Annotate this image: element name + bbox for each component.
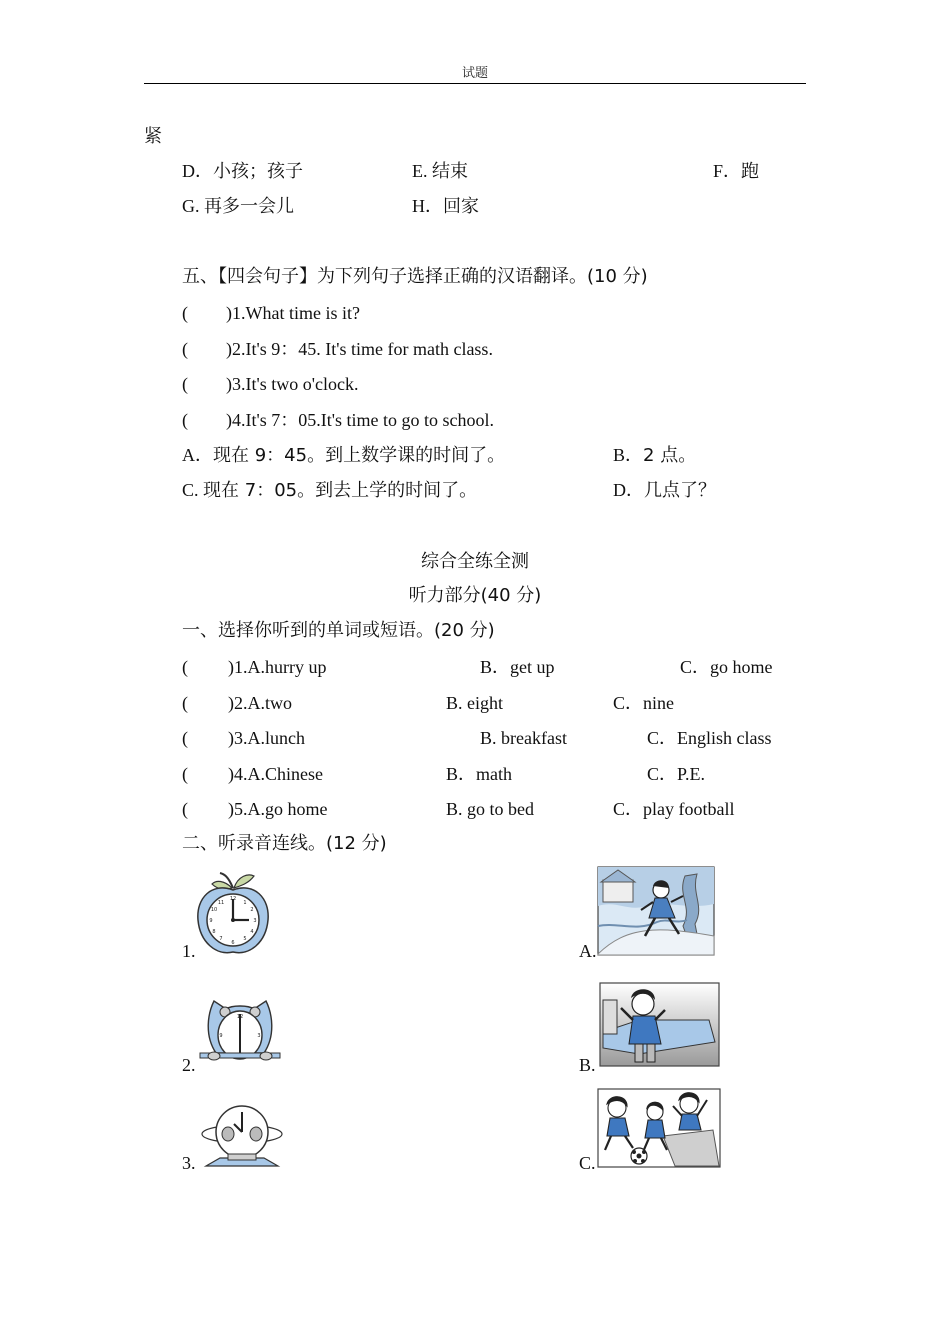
play-football-illustration: [597, 1088, 721, 1168]
svg-text:3: 3: [253, 918, 257, 924]
header-rule: [144, 83, 806, 84]
match-label-b: B.: [579, 1055, 596, 1075]
section5-option-a: A．现在 9：45。到上数学课的时间了。: [182, 445, 506, 466]
svg-text:3: 3: [257, 1033, 261, 1039]
svg-text:5: 5: [243, 936, 247, 942]
vocab-option-e: E. 结束: [412, 161, 468, 182]
svg-text:11: 11: [217, 900, 225, 906]
section5-option-b: B．2 点。: [613, 445, 697, 466]
svg-text:12: 12: [229, 896, 237, 902]
page-header: 试题: [461, 66, 488, 81]
round-clock-icon: [198, 1102, 286, 1168]
match-label-1: 1.: [182, 941, 196, 961]
test-title: 综合全练全测: [421, 551, 529, 572]
match-label-2: 2.: [182, 1055, 196, 1075]
vocab-option-f: F．跑: [713, 161, 760, 182]
apple-clock-icon: [194, 870, 272, 958]
svg-text:10: 10: [210, 907, 218, 913]
part2-title: 二、听录音连线。(12 分): [182, 833, 387, 854]
svg-text:8: 8: [212, 929, 216, 935]
svg-text:2: 2: [250, 907, 254, 913]
svg-text:4: 4: [250, 929, 254, 935]
section5-option-d: D．几点了？: [613, 480, 716, 501]
section5-title: 五、【四会句子】为下列句子选择正确的汉语翻译。(10 分): [182, 266, 648, 287]
match-label-3: 3.: [182, 1153, 196, 1173]
match-label-a: A.: [579, 941, 597, 961]
test-subtitle: 听力部分(40 分): [408, 585, 542, 606]
svg-text:1: 1: [243, 900, 247, 906]
get-up-illustration: [599, 982, 720, 1067]
vocab-option-g: G. 再多一会儿: [182, 196, 294, 217]
carryover-text: 紧: [144, 126, 162, 147]
svg-text:12: 12: [236, 1014, 244, 1020]
svg-text:9: 9: [209, 918, 213, 924]
section5-item-3: ( )3.It's two o'clock.: [182, 374, 359, 394]
vocab-option-d: D．小孩；孩子: [182, 161, 303, 182]
svg-text:9: 9: [219, 1033, 223, 1039]
section5-item-4: ( )4.It's 7：05.It's time to go to school.: [182, 410, 494, 430]
section5-item-2: ( )2.It's 9：45. It's time for math class.: [182, 339, 493, 359]
svg-text:7: 7: [219, 936, 223, 942]
vocab-option-h: H．回家: [412, 196, 479, 217]
section5-option-c: C. 现在 7：05。到去上学的时间了。: [182, 480, 478, 501]
match-label-c: C.: [579, 1153, 596, 1173]
section5-item-1: ( )1.What time is it?: [182, 303, 360, 323]
part1-title: 一、选择你听到的单词或短语。(20 分): [182, 620, 495, 641]
svg-text:6: 6: [231, 940, 235, 946]
owl-clock-icon: [198, 995, 282, 1067]
hurry-boy-illustration: [597, 866, 715, 956]
